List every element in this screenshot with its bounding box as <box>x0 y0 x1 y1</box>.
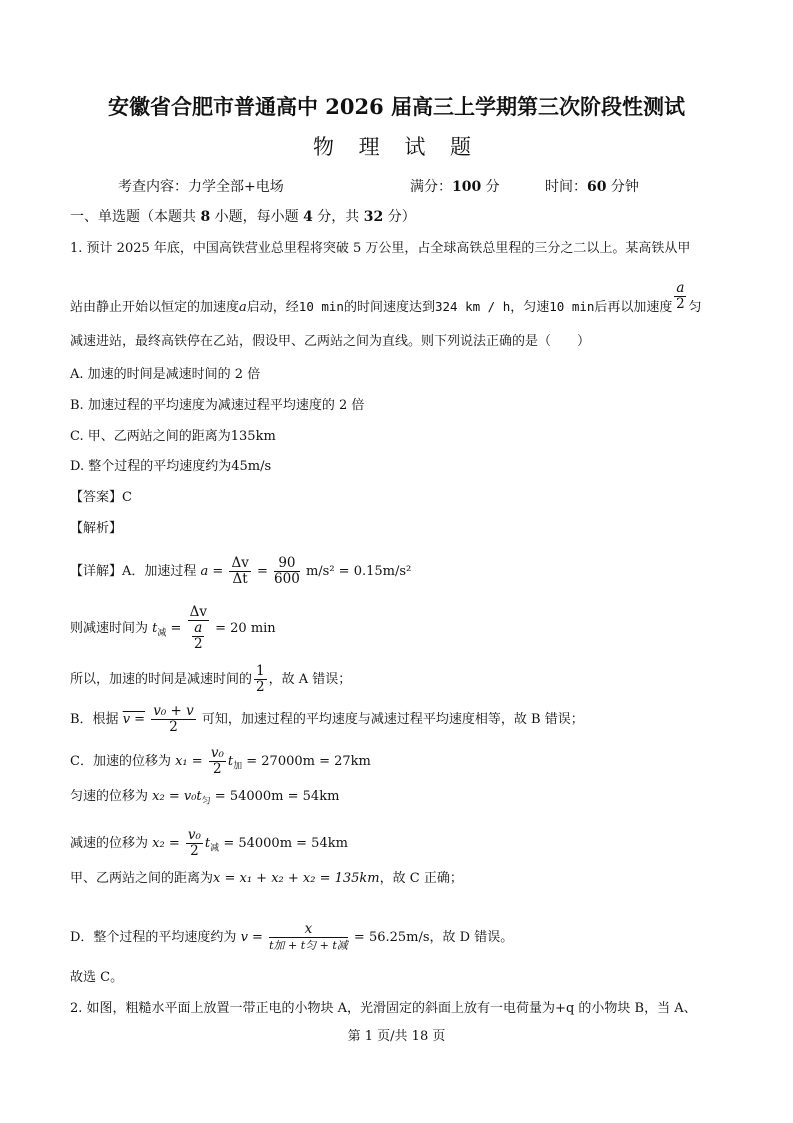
fraction-v0-half: $\frac{\text{v₀}}{2}$ <box>210 745 224 777</box>
detail-c-deceleration: 减速的位移为 x₂ = $\frac{\text{v₀}}{2}$ $t_减 = 54000m = 54km$ <box>70 827 348 859</box>
fraction-a-over-2: $\frac{a}{2}$ <box>676 280 685 312</box>
full-score: 满分：100 分 <box>410 179 500 195</box>
detail-c-uniform: 匀速的位移为 $x_2 = v_0t_匀 = 54000m = 54km$ <box>70 789 340 807</box>
conclusion: 故选 C。 <box>70 970 124 985</box>
fraction-one-half: $\frac{1}{2}$ <box>256 663 265 695</box>
option-a: A. 加速的时间是减速时间的 2 倍 <box>70 367 261 382</box>
question-1-stem-line2: 站由静止开始以恒定的加速度a启动，经10 min的时间速度达到324 km / h，匀速10 min后再以加速度 $\frac{a}{2}$ 匀 <box>70 280 702 315</box>
detail-d: D．整个过程的平均速度约为 v = $\frac{x}{\text{t加 + t匀 + t减}}$ = 56.25m/s，故 D 错误。 <box>70 921 514 952</box>
detail-a: 【详解】A．加速过程 a = $\frac{\Delta v}{\Delta t}$ = $\frac{90}{600}$ m/s² = 0.15m/s² <box>70 555 412 587</box>
question-2-stem: 2. 如图，粗糙水平面上放置一带正电的小物块 A，光滑固定的斜面上放有一电荷量为+q 的小物块 B，当 A、 <box>70 1001 697 1016</box>
option-c: C. 甲、乙两站之间的距离为135km <box>70 429 276 444</box>
time-ratio: 所以，加速的时间是减速时间的 $\frac{1}{2}$ ，故 A 错误； <box>70 663 352 695</box>
exam-time: 时间：60 分钟 <box>545 179 639 195</box>
detail-c-acceleration: C．加速的位移为 x₁ = $\frac{\text{v₀}}{2}$ $t_加 = 27000m = 27km$ <box>70 745 371 777</box>
fraction-dv-dt: $\frac{\Delta v}{\Delta t}$ <box>231 555 249 587</box>
answer-label: 【答案】C <box>70 490 132 505</box>
content-scope: 考查内容：力学全部+电场 <box>118 179 284 195</box>
question-1-stem-line1: 1. 预计 2025 年底，中国高铁营业总里程将突破 5 万公里，占全球高铁总里程的三分之二以上。某高铁从甲 <box>70 241 691 256</box>
question-1-stem-line3: 减速进站，最终高铁停在乙站，假设甲、乙两站之间为直线。则下列说法正确的是（ ） <box>70 334 591 349</box>
option-d: D. 整个过程的平均速度约为45m/s <box>70 459 272 474</box>
deceleration-time: 则减速时间为 $t_减$ = $\frac{\Delta v}{\frac{a}{2}}$ = 20 min <box>70 604 276 652</box>
page-number: 第 1 页/共 18 页 <box>347 1029 446 1044</box>
fraction-dv-a-half: $\frac{\Delta v}{\frac{a}{2}}$ <box>189 604 207 652</box>
exam-subtitle: 物 理 试 题 <box>312 135 481 159</box>
section-heading: 一、单选题（本题共 8 小题，每小题 4 分，共 32 分） <box>70 209 416 225</box>
fraction-average-velocity: $\frac{\text{v₀ + v}}{2}$ <box>153 703 194 735</box>
detail-b: B．根据 v = $\frac{\text{v₀ + v}}{2}$ 可知，加速过程的平均速度与减速过程平均速度相等，故 B 错误； <box>70 703 584 735</box>
fraction-total-average: $\frac{x}{\text{t加 + t匀 + t减}}$ <box>269 921 348 952</box>
fraction-90-600: $\frac{90}{600}$ <box>274 555 300 587</box>
exam-title: 安徽省合肥市普通高中 2026 届高三上学期第三次阶段性测试 <box>107 94 686 119</box>
option-b: B. 加速过程的平均速度为减速过程平均速度的 2 倍 <box>70 398 365 413</box>
exam-info <box>118 178 284 196</box>
analysis-label: 【解析】 <box>70 521 123 536</box>
total-distance: 甲、乙两站之间的距离为x = x₁ + x₂ + x₂ = 135km，故 C 正确； <box>70 871 463 886</box>
fraction-v0-half-2: $\frac{\text{v₀}}{2}$ <box>187 827 201 859</box>
